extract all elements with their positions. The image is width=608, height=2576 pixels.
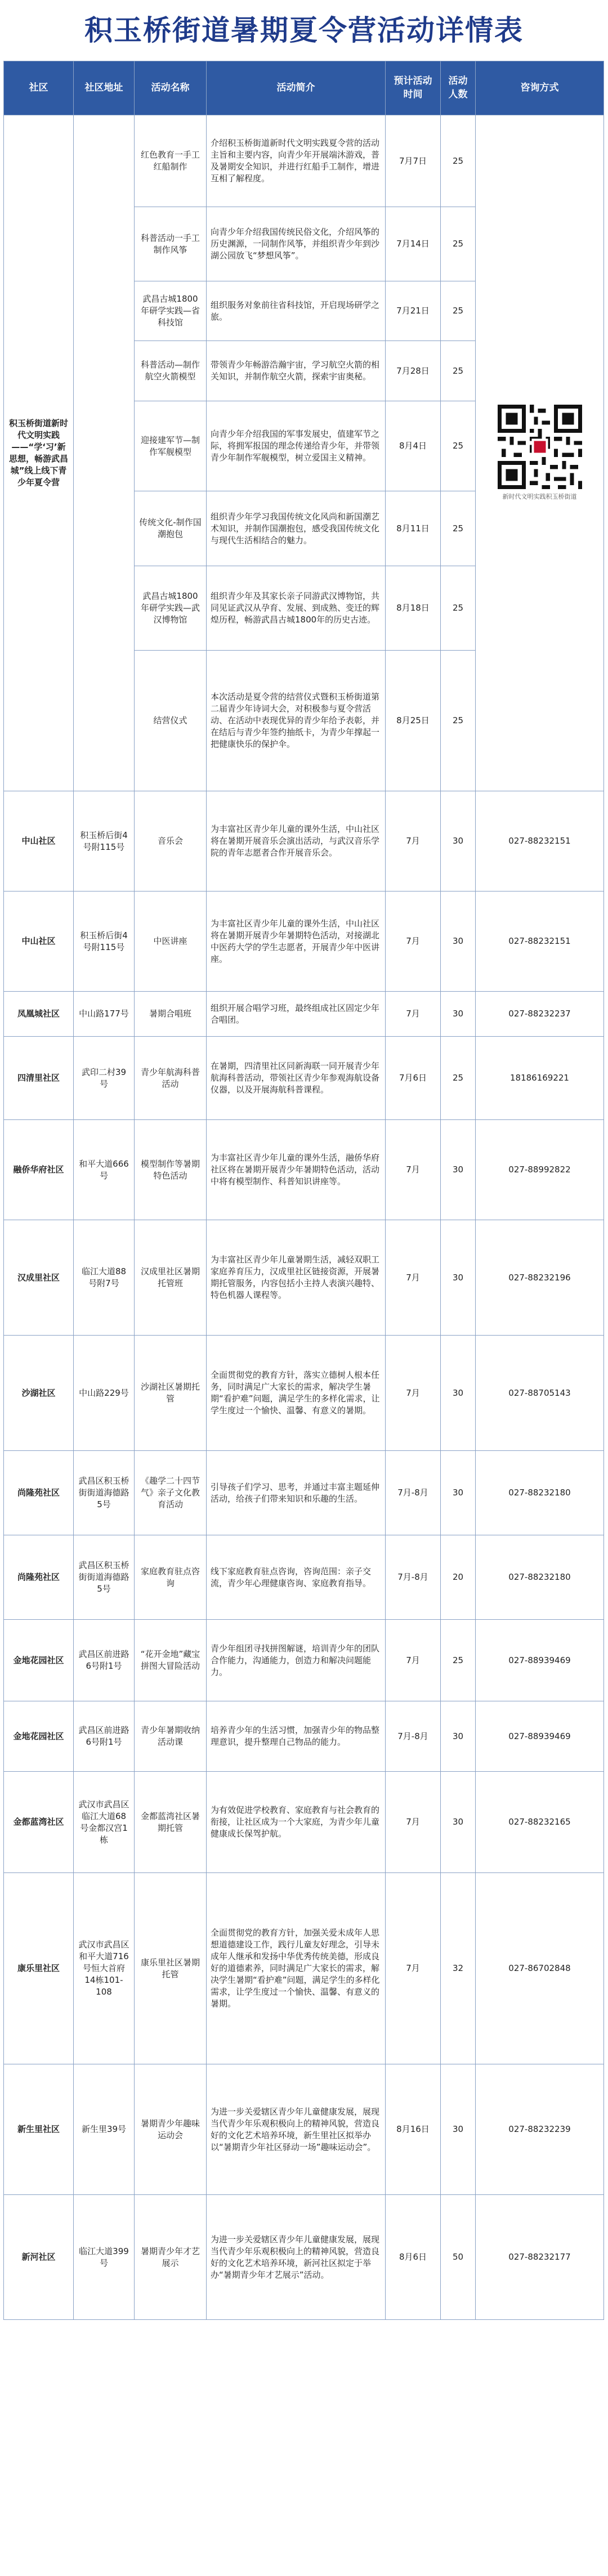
activity-count: 25 xyxy=(441,207,476,281)
activity-count: 30 xyxy=(441,1220,476,1336)
activity-count: 30 xyxy=(441,1701,476,1772)
table-row xyxy=(4,1220,604,1336)
activity-count: 30 xyxy=(441,1120,476,1220)
activity-time: 7月 xyxy=(386,1336,441,1451)
address-cell: 中山路229号 xyxy=(74,1336,135,1451)
activity-count: 25 xyxy=(441,651,476,791)
address-cell: 武印二村39号 xyxy=(74,1037,135,1120)
activity-count: 25 xyxy=(441,1037,476,1120)
table-row xyxy=(4,992,604,1037)
table-row xyxy=(4,1772,604,1873)
header-intro: 活动简介 xyxy=(207,61,386,115)
table-row xyxy=(4,891,604,992)
activity-time: 8月18日 xyxy=(386,566,441,651)
activity-name: 金都蓝湾社区暑期托管 xyxy=(135,1772,207,1873)
address-cell: 新生里39号 xyxy=(74,2064,135,2195)
activity-time: 8月11日 xyxy=(386,491,441,566)
activity-intro: 组织开展合唱学习班，最终组成社区固定少年合唱团。 xyxy=(207,992,386,1037)
activity-intro: 线下家庭教育驻点咨询，咨询范围：亲子交流，青少年心理健康咨询、家庭教育指导。 xyxy=(207,1535,386,1620)
activity-time: 7月 xyxy=(386,791,441,891)
contact-cell: 027-88232165 xyxy=(476,1772,604,1873)
activity-table xyxy=(3,61,604,2320)
table-body xyxy=(4,115,604,2320)
table-row xyxy=(4,115,604,207)
activity-name: 科普活动—制作航空火箭模型 xyxy=(135,341,207,401)
community-cell: 中山社区 xyxy=(4,791,74,891)
activity-time: 7月14日 xyxy=(386,207,441,281)
activity-count: 30 xyxy=(441,891,476,992)
activity-intro: 本次活动是夏令营的结营仪式暨积玉桥街道第二届青少年诗词大会，对积极参与夏令营活动、在活动中表现优异的青少年给予表彰，并在结后与青少年签约抽纸卡，为青少年撑起一把健康快乐的保护伞。 xyxy=(207,651,386,791)
table-row xyxy=(4,1620,604,1701)
activity-name: “花开金地”藏宝拼图大冒险活动 xyxy=(135,1620,207,1701)
activity-name: 康乐里社区暑期托管 xyxy=(135,1873,207,2064)
table-row xyxy=(4,1535,604,1620)
address-cell: 武昌区积玉桥街街道海德路5号 xyxy=(74,1535,135,1620)
activity-intro: 向青少年介绍我国的军事发展史，值建军节之际，将拥军报国的理念传递给青少年，并带领青少年制作军舰模型，树立爱国主义精神。 xyxy=(207,401,386,491)
address-cell: 积玉桥后街4号附115号 xyxy=(74,891,135,992)
contact-cell: 18186169221 xyxy=(476,1037,604,1120)
activity-count: 25 xyxy=(441,401,476,491)
activity-name: 模型制作等暑期特色活动 xyxy=(135,1120,207,1220)
table-row xyxy=(4,791,604,891)
address-cell: 武昌区前进路6号附1号 xyxy=(74,1620,135,1701)
address-cell: 武昌区积玉桥街街道海德路5号 xyxy=(74,1451,135,1535)
activity-time: 7月 xyxy=(386,891,441,992)
contact-cell: 027-88232237 xyxy=(476,992,604,1037)
activity-intro: 介绍积玉桥街道新时代文明实践夏令营的活动主旨和主要内容，向青少年开展端沐游戏，普及暑期安全知识，并进行红船手工制作，增进互相了解程度。 xyxy=(207,115,386,207)
activity-intro: 为进一步关爱辖区青少年儿童健康发展，展现当代青少年乐观积极向上的精神风貌，营造良好的文化艺术培养环境，新河社区拟定于举办“暑期青少年才艺展示”活动。 xyxy=(207,2195,386,2320)
table-row xyxy=(4,2195,604,2320)
activity-intro: 组织服务对象前往省科技馆，开启现场研学之旅。 xyxy=(207,281,386,341)
activity-intro: 带领青少年畅游浩瀚宇宙，学习航空火箭的相关知识，并制作航空火箭，探索宇宙奥秘。 xyxy=(207,341,386,401)
page-title: 积玉桥街道暑期夏令营活动详情表 xyxy=(84,14,524,47)
group-contact-cell xyxy=(476,115,604,791)
activity-count: 25 xyxy=(441,1620,476,1701)
activity-count: 30 xyxy=(441,992,476,1037)
activity-count: 50 xyxy=(441,2195,476,2320)
address-cell: 临江大道399号 xyxy=(74,2195,135,2320)
activity-time: 7月 xyxy=(386,1220,441,1336)
activity-intro: 培养青少年的生活习惯，加强青少年的物品整理意识，提升整理自己物品的能力。 xyxy=(207,1701,386,1772)
activity-intro: 为有效促进学校教育、家庭教育与社会教育的衔接，让社区成为一个大家庭，为青少年儿童健康成长保驾护航。 xyxy=(207,1772,386,1873)
table-row xyxy=(4,2064,604,2195)
community-cell: 中山社区 xyxy=(4,891,74,992)
activity-name: 暑期青少年趣味运动会 xyxy=(135,2064,207,2195)
activity-name: 迎接建军节—制作军舰模型 xyxy=(135,401,207,491)
activity-time: 7月-8月 xyxy=(386,1535,441,1620)
address-cell: 积玉桥后街4号附115号 xyxy=(74,791,135,891)
activity-count: 25 xyxy=(441,566,476,651)
community-cell: 新生里社区 xyxy=(4,2064,74,2195)
contact-cell: 027-88939469 xyxy=(476,1701,604,1772)
activity-count: 25 xyxy=(441,281,476,341)
activity-time: 7月 xyxy=(386,1120,441,1220)
activity-intro: 引导孩子们学习、思考，并通过丰富主题延伸活动，给孩子们带来知识和乐趣的生活。 xyxy=(207,1451,386,1535)
activity-intro: 全面贯彻党的教育方针，加强关爱未成年人思想道德建设工作，践行儿童友好理念，引导未成年人继承和发扬中华优秀传统美德，形成良好的道德素养，同时满足广大家长的需求，解决学生暑期“看护难”问题，满足学生的多样化需求，让学生度过一个愉快、温馨、有意义的暑期。 xyxy=(207,1873,386,2064)
community-cell: 尚隆苑社区 xyxy=(4,1535,74,1620)
community-cell: 融侨华府社区 xyxy=(4,1120,74,1220)
activity-time: 7月-8月 xyxy=(386,1701,441,1772)
activity-time: 7月 xyxy=(386,1873,441,2064)
community-cell: 四清里社区 xyxy=(4,1037,74,1120)
activity-count: 20 xyxy=(441,1535,476,1620)
activity-intro: 组织青少年及其家长亲子同游武汉博物馆，共同见证武汉从孕育、发展、到成熟、变迁的辉煌历程，畅游武昌古城1800年的历史古迹。 xyxy=(207,566,386,651)
activity-count: 30 xyxy=(441,1772,476,1873)
contact-cell: 027-88232177 xyxy=(476,2195,604,2320)
activity-count: 25 xyxy=(441,341,476,401)
address-cell: 和平大道666号 xyxy=(74,1120,135,1220)
activity-name: 沙湖社区暑期托管 xyxy=(135,1336,207,1451)
contact-cell: 027-88232180 xyxy=(476,1451,604,1535)
community-cell: 金都蓝湾社区 xyxy=(4,1772,74,1873)
header-row xyxy=(4,61,604,115)
activity-count: 30 xyxy=(441,1451,476,1535)
header-address: 社区地址 xyxy=(74,61,135,115)
activity-count: 30 xyxy=(441,791,476,891)
activity-name: 青少年航海科普活动 xyxy=(135,1037,207,1120)
activity-time: 7月21日 xyxy=(386,281,441,341)
activity-intro: 青少年组团寻找拼图解谜，培训青少年的团队合作能力，沟通能力，创造力和解决问题能力。 xyxy=(207,1620,386,1701)
address-cell: 临江大道88号附7号 xyxy=(74,1220,135,1336)
activity-time: 8月4日 xyxy=(386,401,441,491)
activity-time: 7月-8月 xyxy=(386,1451,441,1535)
activity-time: 7月6日 xyxy=(386,1037,441,1120)
community-cell: 金地花园社区 xyxy=(4,1701,74,1772)
activity-intro: 在暑期，四清里社区同新海联一同开展青少年航海科普活动，带领社区青少年参观海航设备仪器，以及开展海航科普课程。 xyxy=(207,1037,386,1120)
activity-name: 科普活动一手工制作风筝 xyxy=(135,207,207,281)
activity-intro: 为丰富社区青少年儿童的课外生活，中山社区将在暑期开展青少年暑期特色活动，对接湖北中医药大学的学生志愿者，开展青少年中医讲座。 xyxy=(207,891,386,992)
activity-name: 《趣学二十四节气》亲子文化教育活动 xyxy=(135,1451,207,1535)
activity-intro: 为丰富社区青少年儿童的课外生活，中山社区将在暑期开展音乐会演出活动，与武汉音乐学院的青年志愿者合作开展音乐会。 xyxy=(207,791,386,891)
address-cell: 武汉市武昌区和平大道716号恒大首府14栋101-108 xyxy=(74,1873,135,2064)
activity-name: 武昌古城1800年研学实践—省科技馆 xyxy=(135,281,207,341)
community-cell: 汉成里社区 xyxy=(4,1220,74,1336)
contact-cell: 027-88232151 xyxy=(476,791,604,891)
activity-time: 8月6日 xyxy=(386,2195,441,2320)
contact-cell: 027-88232180 xyxy=(476,1535,604,1620)
activity-intro: 为丰富社区青少年儿童的课外生活，融侨华府社区将在暑期开展青少年暑期特色活动，活动中将有模型制作、科普知识讲座等。 xyxy=(207,1120,386,1220)
community-cell: 新河社区 xyxy=(4,2195,74,2320)
activity-intro: 全面贯彻党的教育方针，落实立德树人根本任务，同时满足广大家长的需求，解决学生暑期“看护难”问题，满足学生的多样化需求，让学生度过一个愉快、温馨、有意义的暑期。 xyxy=(207,1336,386,1451)
activity-count: 32 xyxy=(441,1873,476,2064)
community-cell: 金地花园社区 xyxy=(4,1620,74,1701)
activity-time: 7月 xyxy=(386,1772,441,1873)
contact-cell: 027-86702848 xyxy=(476,1873,604,2064)
activity-time: 7月 xyxy=(386,992,441,1037)
community-cell: 康乐里社区 xyxy=(4,1873,74,2064)
address-cell: 中山路177号 xyxy=(74,992,135,1037)
community-cell: 凤凰城社区 xyxy=(4,992,74,1037)
activity-time: 7月28日 xyxy=(386,341,441,401)
activity-name: 家庭教育驻点咨询 xyxy=(135,1535,207,1620)
group-community-cell: 积玉桥街道新时代文明实践——“学‘习’新思想，畅游武昌城”线上线下青少年夏令营 xyxy=(4,115,74,791)
activity-name: 红色教育一手工红船制作 xyxy=(135,115,207,207)
qr-caption: 新时代文明实践积玉桥街道 xyxy=(502,492,577,500)
activity-intro: 为丰富社区青少年儿童暑期生活，减轻双职工家庭养育压力，汉成里社区链接资源，开展暑期托管服务，内容包括小主持人表演兴趣特、特色机器人课程等。 xyxy=(207,1220,386,1336)
header-time: 预计活动时间 xyxy=(386,61,441,115)
activity-count: 30 xyxy=(441,1336,476,1451)
address-cell: 武昌区前进路6号附1号 xyxy=(74,1701,135,1772)
activity-count: 25 xyxy=(441,491,476,566)
header-community: 社区 xyxy=(4,61,74,115)
contact-cell: 027-88992822 xyxy=(476,1120,604,1220)
activity-count: 30 xyxy=(441,2064,476,2195)
community-cell: 尚隆苑社区 xyxy=(4,1451,74,1535)
activity-name: 暑期合唱班 xyxy=(135,992,207,1037)
table-row xyxy=(4,1336,604,1451)
header-contact: 咨询方式 xyxy=(476,61,604,115)
activity-intro: 向青少年介绍我国传统民俗文化，介绍风筝的历史渊源，一同制作风筝，并组织青少年到沙湖公园放飞“梦想风筝”。 xyxy=(207,207,386,281)
table-row xyxy=(4,1451,604,1535)
activity-time: 7月 xyxy=(386,1620,441,1701)
activity-name: 传统文化-制作国潮抱包 xyxy=(135,491,207,566)
activity-name: 结营仪式 xyxy=(135,651,207,791)
activity-intro: 为进一步关爱辖区青少年儿童健康发展，展现当代青少年乐观积极向上的精神风貌，营造良好的文化艺术培养环境，新生里社区拟举办以“暑期青少年社区驿动一场”趣味运动会”。 xyxy=(207,2064,386,2195)
table-row xyxy=(4,1120,604,1220)
activity-count: 25 xyxy=(441,115,476,207)
address-cell: 武汉市武昌区临江大道68号金都汉宫1栋 xyxy=(74,1772,135,1873)
contact-cell: 027-88232196 xyxy=(476,1220,604,1336)
activity-name: 青少年暑期收纳活动课 xyxy=(135,1701,207,1772)
activity-name: 中医讲座 xyxy=(135,891,207,992)
table-row xyxy=(4,1037,604,1120)
contact-cell: 027-88232151 xyxy=(476,891,604,992)
group-address-cell xyxy=(74,115,135,791)
table-row xyxy=(4,1701,604,1772)
community-cell: 沙湖社区 xyxy=(4,1336,74,1451)
activity-time: 8月16日 xyxy=(386,2064,441,2195)
activity-intro: 组织青少年学习我国传统文化风尚和新国潮艺术知识，并制作国潮抱包，感受我国传统文化与现代生活相结合的魅力。 xyxy=(207,491,386,566)
activity-name: 音乐会 xyxy=(135,791,207,891)
qr-code-icon xyxy=(498,405,582,489)
header-activity-name: 活动名称 xyxy=(135,61,207,115)
header-count: 活动人数 xyxy=(441,61,476,115)
qr-code xyxy=(498,405,582,501)
activity-name: 暑期青少年才艺展示 xyxy=(135,2195,207,2320)
activity-time: 7月7日 xyxy=(386,115,441,207)
contact-cell: 027-88939469 xyxy=(476,1620,604,1701)
contact-cell: 027-88705143 xyxy=(476,1336,604,1451)
activity-name: 武昌古城1800年研学实践—武汉博物馆 xyxy=(135,566,207,651)
table-row xyxy=(4,1873,604,2064)
activity-time: 8月25日 xyxy=(386,651,441,791)
activity-name: 汉成里社区暑期托管班 xyxy=(135,1220,207,1336)
contact-cell: 027-88232239 xyxy=(476,2064,604,2195)
